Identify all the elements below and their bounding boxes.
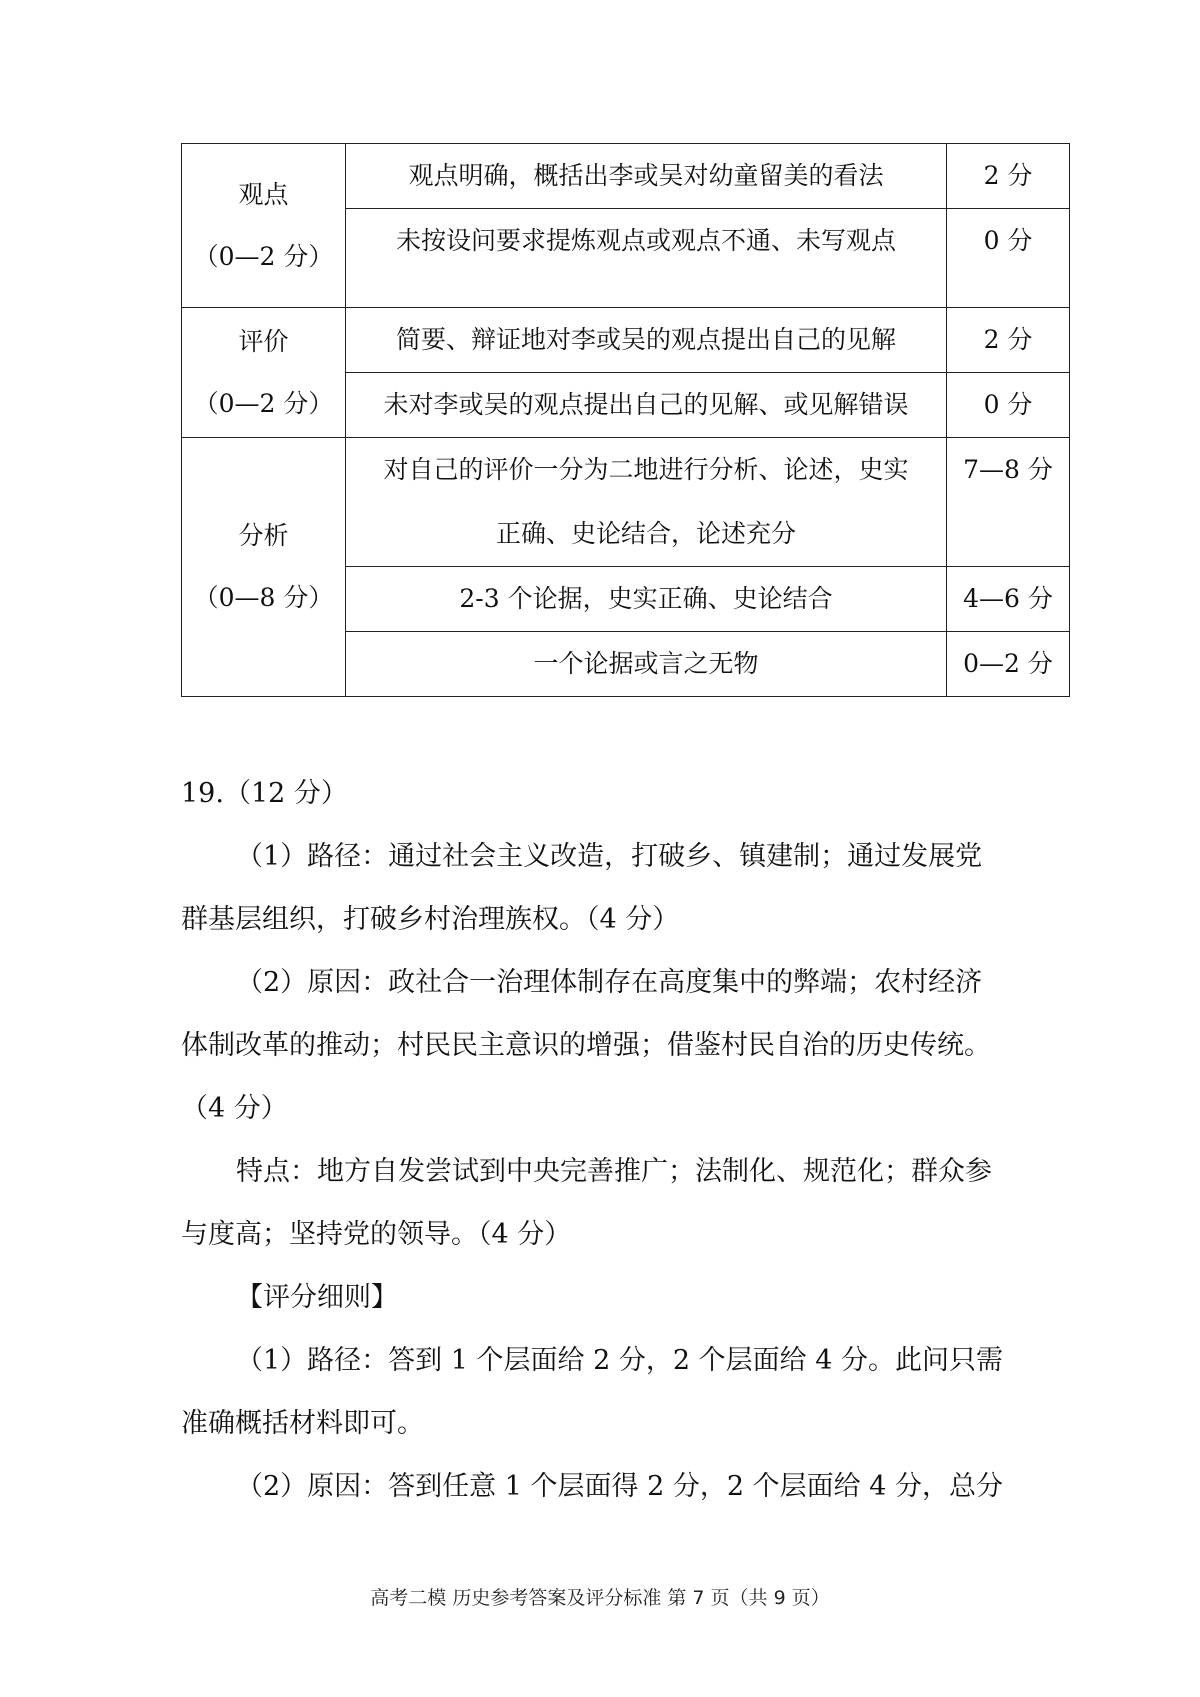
criterion-cell: 观点明确，概括出李或吴对幼童留美的看法 [346,144,947,209]
table-row [182,438,1070,567]
table-row [182,308,1070,373]
category-name: 分析 [238,521,289,550]
criterion-line: 正确、史论结合，论述充分 [495,519,796,548]
scoring-rules-title: 【评分细则】 [236,1282,398,1313]
answer-line: 群基层组织，打破乡村治理族权。（4 分） [181,904,680,935]
answer-line: 与度高；坚持党的领导。（4 分） [181,1219,572,1250]
category-range: （0—8 分） [193,583,334,612]
criterion-cell: 2-3 个论据，史实正确、史论结合 [346,567,947,632]
question-19-answer [181,762,1021,1518]
answer-line: （4 分） [181,1093,288,1124]
score-cell: 2 分 [947,308,1070,373]
score-cell: 0 分 [947,209,1070,308]
rule-line: 准确概括材料即可。 [181,1408,424,1439]
score-cell: 4—6 分 [947,567,1070,632]
category-name: 评价 [238,326,289,356]
criterion-line: 对自己的评价一分为二地进行分析、论述，史实 [383,455,909,484]
rule-line: （1）路径：答到 1 个层面给 2 分，2 个层面给 4 分。此问只需 [236,1345,1003,1376]
score-cell: 0 分 [947,373,1070,438]
answer-line: 特点：地方自发尝试到中央完善推广；法制化、规范化；群众参 [236,1156,992,1187]
criterion-cell: 未对李或吴的观点提出自己的见解、或见解错误 [346,373,947,438]
answer-line: 体制改革的推动；村民民主意识的增强；借鉴村民自治的历史传统。 [181,1030,991,1061]
criterion-cell: 未按设问要求提炼观点或观点不通、未写观点 [346,209,947,308]
score-cell: 7—8 分 [947,438,1070,567]
answer-line: （1）路径：通过社会主义改造，打破乡、镇建制；通过发展党 [236,841,983,872]
category-analysis [182,438,346,697]
category-range: （0—2 分） [193,241,334,271]
rule-line: （2）原因：答到任意 1 个层面得 2 分，2 个层面给 4 分，总分 [236,1471,1003,1502]
score-cell: 2 分 [947,144,1070,209]
criterion-cell [346,438,947,567]
category-evaluation [182,308,346,438]
question-heading: 19.（12 分） [181,778,348,809]
score-cell: 0—2 分 [947,632,1070,697]
criterion-cell: 一个论据或言之无物 [346,632,947,697]
category-name: 观点 [238,179,289,209]
answer-line: （2）原因：政社合一治理体制存在高度集中的弊端；农村经济 [236,967,983,998]
scoring-rubric-table [181,143,1070,697]
page-footer: 高考二模 历史参考答案及评分标准 第 7 页（共 9 页） [370,1587,830,1609]
table-row [182,144,1070,209]
category-viewpoint [182,144,346,308]
category-range: （0—2 分） [193,388,334,418]
criterion-cell: 简要、辩证地对李或吴的观点提出自己的见解 [346,308,947,373]
